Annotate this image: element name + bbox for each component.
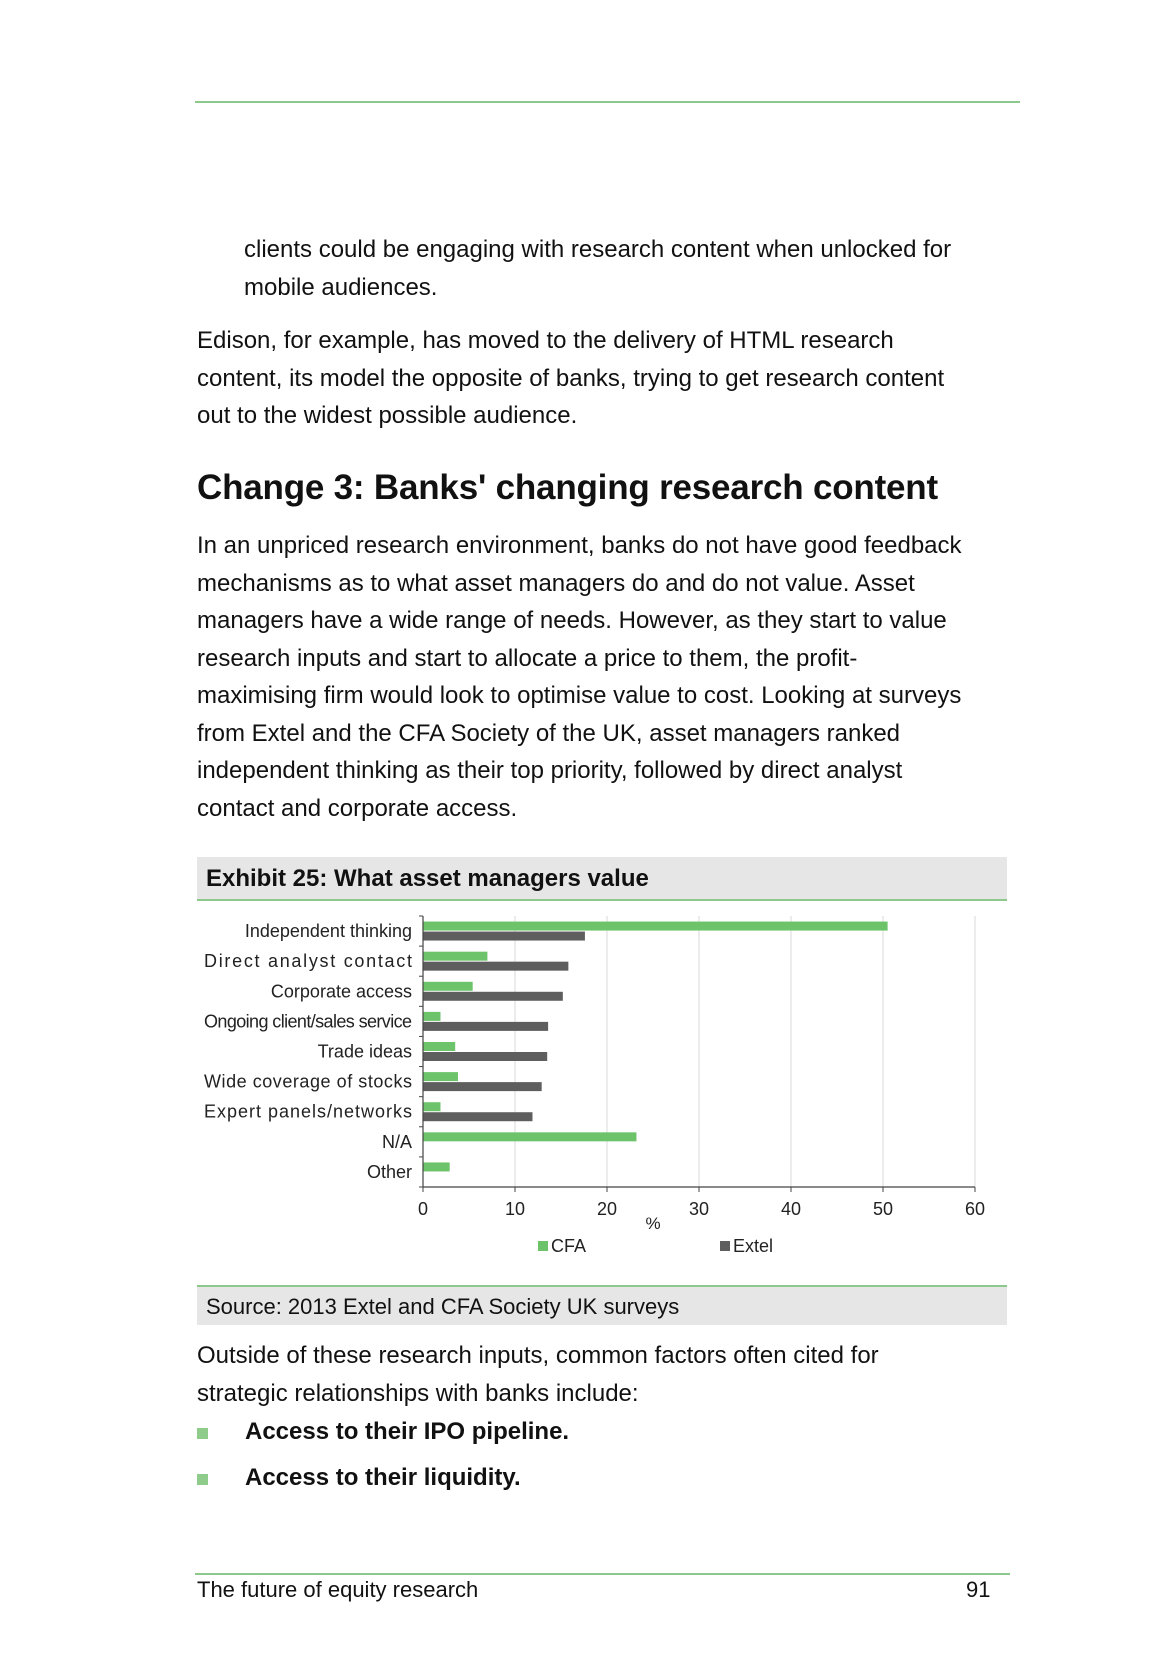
- x-tick-label: 60: [964, 1199, 986, 1219]
- category-label: Wide coverage of stocks: [204, 1071, 412, 1092]
- bar-cfa: [423, 1072, 458, 1081]
- exhibit-source: Source: 2013 Extel and CFA Society UK surveys: [206, 1294, 680, 1319]
- x-tick-label: 10: [504, 1199, 526, 1219]
- bullet-text: Access to their liquidity.: [245, 1464, 521, 1491]
- bar-extel: [423, 932, 585, 941]
- category-label: Other: [366, 1161, 412, 1182]
- category-label: Ongoing client/sales service: [204, 1011, 412, 1032]
- bar-cfa: [423, 922, 888, 931]
- text-line: maximising firm would look to optimise value to cost. Looking at surveys: [197, 682, 962, 709]
- category-label: Expert panels/networks: [204, 1101, 412, 1122]
- text-line: Outside of these research inputs, common factors often cited for: [197, 1342, 879, 1369]
- outside-paragraph: [197, 1337, 879, 1412]
- footer-title: The future of equity research: [197, 1577, 479, 1602]
- bar-extel: [423, 962, 568, 971]
- category-label: Independent thinking: [244, 921, 412, 942]
- x-tick-label: 30: [688, 1199, 710, 1219]
- x-tick-label: 40: [780, 1199, 802, 1219]
- footer-rule: [195, 1573, 1010, 1575]
- bar-extel: [423, 992, 563, 1001]
- x-tick-label: 50: [872, 1199, 894, 1219]
- bar-cfa: [423, 982, 473, 991]
- x-tick-label: 0: [417, 1199, 429, 1219]
- text-line: contact and corporate access.: [197, 794, 518, 822]
- bullet-square-icon: [197, 1474, 208, 1485]
- text-line: from Extel and the CFA Society of the UK, asset managers ranked: [197, 719, 901, 747]
- text-line: mechanisms as to what asset managers do and do not value. Asset: [197, 569, 915, 597]
- category-label: N/A: [381, 1131, 412, 1152]
- text-line: Edison, for example, has moved to the delivery of HTML research: [197, 327, 894, 354]
- bullet-text: Access to their IPO pipeline.: [245, 1418, 570, 1445]
- text-line: strategic relationships with banks include:: [197, 1379, 639, 1407]
- bar-extel: [423, 1082, 542, 1091]
- bar-cfa: [423, 1132, 636, 1141]
- page-number: 91: [966, 1577, 991, 1602]
- text-line: out to the widest possible audience.: [197, 402, 578, 429]
- bar-cfa: [423, 1162, 450, 1171]
- text-line: research inputs and start to allocate a price to them, the profit-: [197, 644, 858, 672]
- bar-extel: [423, 1022, 548, 1031]
- legend-label-extel: Extel: [733, 1236, 774, 1256]
- text-line: independent thinking as their top priority, followed by direct analyst: [197, 757, 903, 784]
- legend-swatch-cfa: [538, 1241, 548, 1251]
- text-line: mobile audiences.: [244, 273, 438, 301]
- bar-cfa: [423, 1102, 440, 1111]
- bar-cfa: [423, 952, 487, 961]
- legend-swatch-extel: [720, 1241, 730, 1251]
- bar-extel: [423, 1052, 547, 1061]
- x-axis-label: %: [645, 1214, 661, 1233]
- exhibit-title: Exhibit 25: What asset managers value: [206, 865, 649, 892]
- text-line: In an unpriced research environment, banks do not have good feedback: [197, 532, 962, 559]
- legend-label-cfa: CFA: [551, 1236, 587, 1256]
- x-tick-label: 20: [596, 1199, 618, 1219]
- category-label: Trade ideas: [317, 1041, 412, 1062]
- exhibit-source-box: [197, 1285, 1007, 1325]
- category-label: Direct analyst contact: [204, 951, 412, 972]
- bar-cfa: [423, 1012, 440, 1021]
- bar-cfa: [423, 1042, 455, 1051]
- text-line: clients could be engaging with research content when unlocked for: [244, 236, 952, 263]
- category-label: Corporate access: [270, 981, 412, 1002]
- bar-extel: [423, 1112, 532, 1121]
- text-line: content, its model the opposite of banks, trying to get research content: [197, 364, 945, 392]
- section-heading: Change 3: Banks' changing research content: [197, 468, 938, 507]
- bullet-square-icon: [197, 1428, 208, 1439]
- text-line: managers have a wide range of needs. However, as they start to value: [197, 607, 947, 634]
